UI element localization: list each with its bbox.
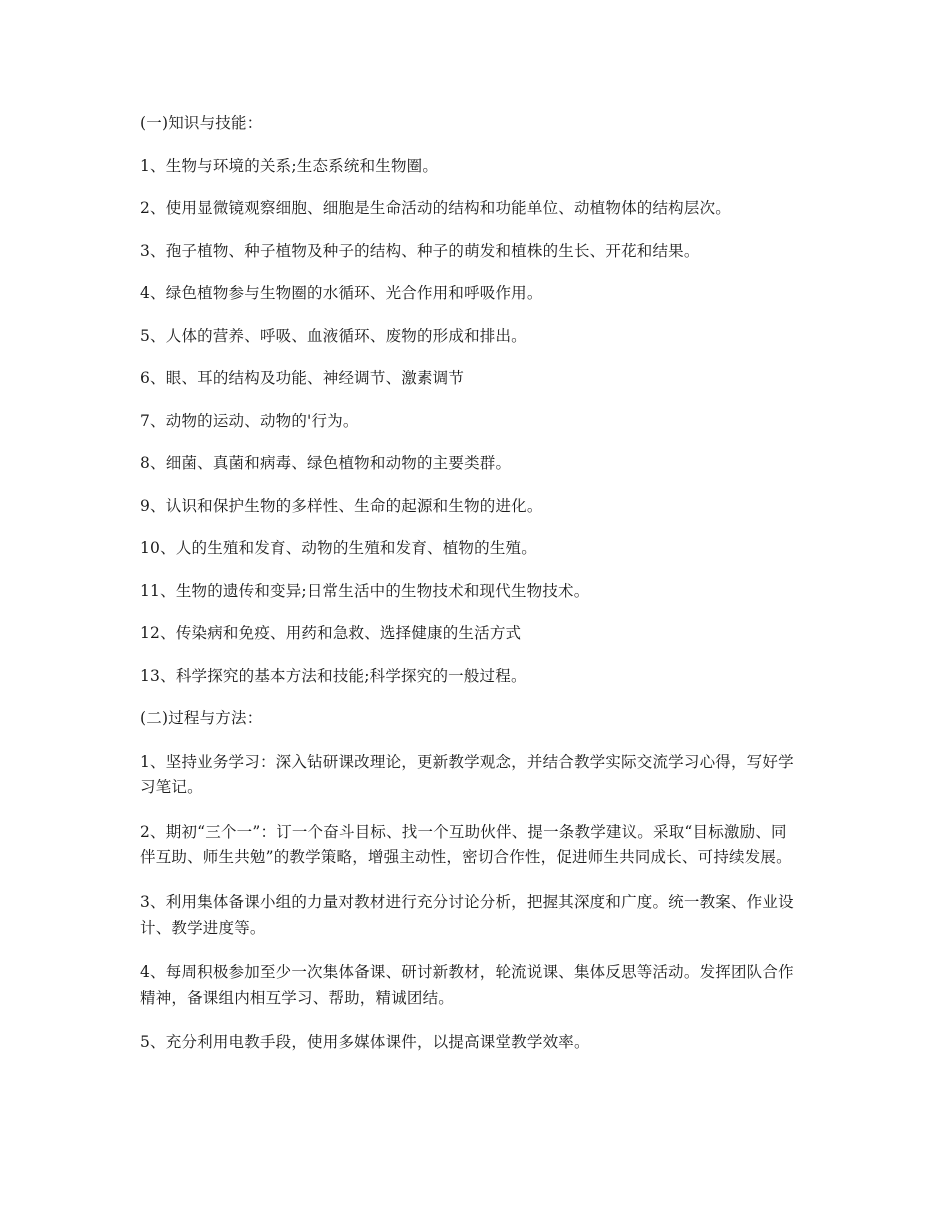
list-item: 4、每周积极参加至少一次集体备课、研讨新教材，轮流说课、集体反思等活动。发挥团队合作精神，备课组内相互学习、帮助，精诚团结。	[140, 963, 794, 1007]
list-item: 2、使用显微镜观察细胞、细胞是生命活动的结构和功能单位、动植物体的结构层次。	[140, 199, 731, 217]
list-item: 2、期初“三个一”：订一个奋斗目标、找一个互助伙伴、提一条教学建议。采取“目标激励、同伴互助、师生共勉”的教学策略，增强主动性，密切合作性，促进师生共同成长、可持续发展。	[140, 822, 792, 867]
list-item: 10、人的生殖和发育、动物的生殖和发育、植物的生殖。	[140, 539, 537, 557]
list-item: 12、传染病和免疫、用药和急救、选择健康的生活方式	[140, 624, 522, 642]
list-item: 11、生物的遗传和变异;日常生活中的生物技术和现代生物技术。	[140, 581, 590, 600]
list-item: 3、利用集体备课小组的力量对教材进行充分讨论分析，把握其深度和广度。统一教案、作业设计、教学进度等。	[140, 893, 794, 937]
list-item: 5、人体的营养、呼吸、血液循环、废物的形成和排出。	[140, 326, 527, 345]
list-item: 1、坚持业务学习：深入钻研课改理论，更新教学观念，并结合教学实际交流学习心得，写好学习笔记。	[140, 752, 794, 796]
list-item: 6、眼、耳的结构及功能、神经调节、激素调节	[140, 369, 465, 387]
list-item: 9、认识和保护生物的多样性、生命的起源和生物的进化。	[140, 496, 543, 515]
section-heading-knowledge: (一)知识与技能：	[140, 114, 263, 132]
list-item: 4、绿色植物参与生物圈的水循环、光合作用和呼吸作用。	[140, 284, 543, 302]
list-item: 5、充分利用电教手段，使用多媒体课件，以提高课堂教学效率。	[140, 1032, 590, 1051]
list-item: 1、生物与环境的关系;生态系统和生物圈。	[140, 156, 439, 175]
section-heading-process: (二)过程与方法：	[140, 709, 263, 727]
list-item: 13、科学探究的基本方法和技能;科学探究的一般过程。	[140, 666, 527, 685]
list-item: 7、动物的运动、动物的'行为。	[140, 411, 359, 430]
list-item: 8、细菌、真菌和病毒、绿色植物和动物的主要类群。	[140, 454, 512, 472]
list-item: 3、孢子植物、种子植物及种子的结构、种子的萌发和植株的生长、开花和结果。	[140, 241, 700, 260]
